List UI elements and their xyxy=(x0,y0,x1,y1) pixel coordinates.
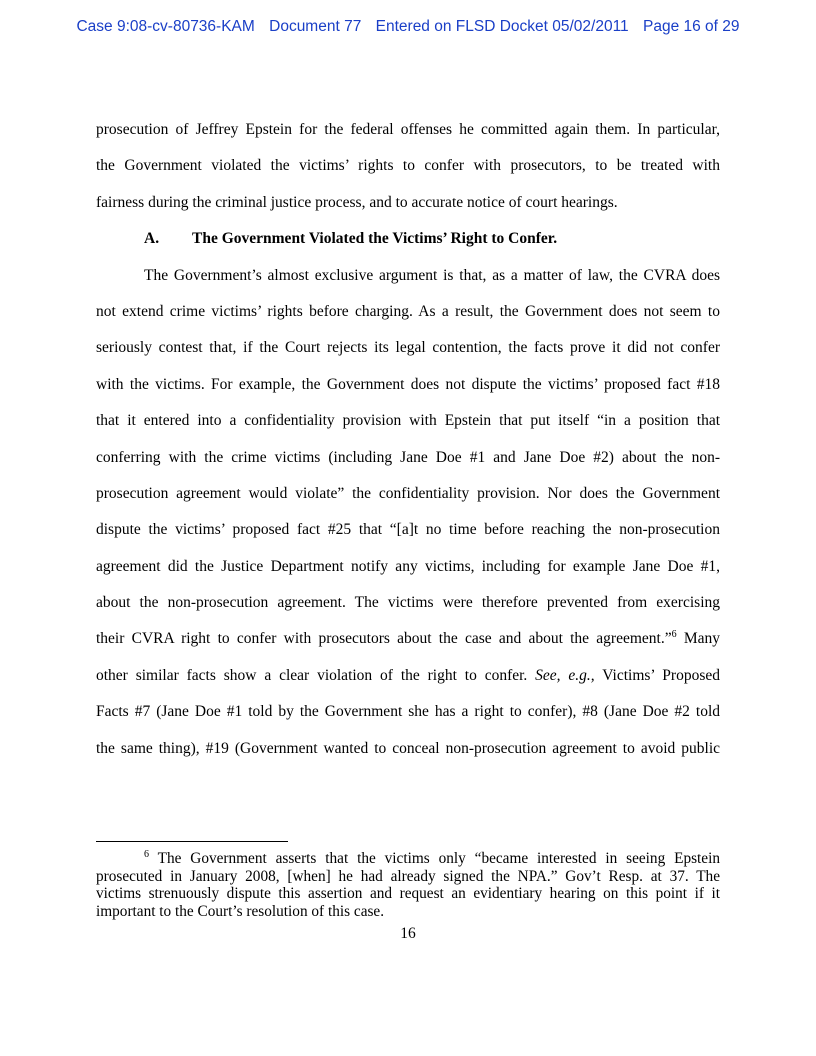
body-line: that it entered into a confidentiality provision with Epstein that put itself “in a position that xyxy=(96,412,720,430)
body-line: prosecution agreement would violate” the confidentiality provision. Nor does the Government xyxy=(96,484,720,502)
footnote-line: victims strenuously dispute this assertion and request an evidentiary hearing on this point if it xyxy=(96,885,720,902)
document-number: Document 77 xyxy=(269,18,362,35)
section-letter: A. xyxy=(144,230,160,248)
line-text: other similar facts show a clear violation of the right to confer. xyxy=(96,666,536,684)
body-line: the same thing), #19 (Government wanted to conceal non-prosecution agreement to avoid public xyxy=(96,739,720,757)
body-line: Facts #7 (Jane Doe #1 told by the Government she has a right to confer), #8 (Jane Doe #2 told xyxy=(96,703,720,721)
footnote-divider xyxy=(96,841,288,842)
case-number: Case 9:08-cv-80736-KAM xyxy=(76,18,255,35)
body-line: dispute the victims’ proposed fact #25 that “[a]t no time before reaching the non-prosecution xyxy=(96,521,720,539)
body-line: seriously contest that, if the Court rejects its legal contention, the facts prove it did not confer xyxy=(96,339,720,357)
body-text xyxy=(96,112,720,767)
footnote-line: important to the Court’s resolution of this case. xyxy=(96,902,385,920)
body-line: The Government’s almost exclusive argument is that, as a matter of law, the CVRA does xyxy=(144,266,720,284)
citation-signal: See, e.g., xyxy=(535,666,595,684)
body-line: fairness during the criminal justice process, and to accurate notice of court hearings. xyxy=(96,193,618,211)
body-line xyxy=(96,658,720,694)
footnote-reference: 6 xyxy=(671,629,677,641)
footnote-number: 6 xyxy=(144,850,149,860)
section-heading xyxy=(96,221,720,257)
body-line: conferring with the crime victims (including Jane Doe #1 and Jane Doe #2) about the non- xyxy=(96,448,720,466)
body-line: the Government violated the victims’ rights to confer with prosecutors, to be treated with xyxy=(96,157,720,175)
footnote-line xyxy=(96,850,720,868)
docket-header xyxy=(0,18,816,36)
page-of: Page 16 of 29 xyxy=(643,18,740,35)
section-title: The Government Violated the Victims’ Right to Confer. xyxy=(192,230,558,248)
page-number: 16 xyxy=(400,925,416,942)
docket-entry: Entered on FLSD Docket 05/02/2011 xyxy=(375,18,629,35)
body-line: prosecution of Jeffrey Epstein for the federal offenses he committed again them. In particular, xyxy=(96,121,720,138)
footnote xyxy=(96,850,720,920)
body-line: agreement did the Justice Department notify any victims, including for example Jane Doe #1, xyxy=(96,557,720,575)
line-text: their CVRA right to confer with prosecutors about the case and about the agreement.” xyxy=(96,630,672,648)
footnote-text: The Government asserts that the victims only “became interested in seeing Epstein xyxy=(149,850,720,867)
body-line: not extend crime victims’ rights before charging. As a result, the Government does not seem to xyxy=(96,302,720,320)
body-line xyxy=(96,621,720,657)
line-text: Victims’ Proposed xyxy=(594,666,720,684)
footnote-line: prosecuted in January 2008, [when] he had already signed the NPA.” Gov’t Resp. at 37. The xyxy=(96,867,720,885)
body-line: with the victims. For example, the Government does not dispute the victims’ proposed fact #18 xyxy=(96,375,720,393)
body-line: about the non-prosecution agreement. The victims were therefore prevented from exercising xyxy=(96,594,720,612)
line-text: Many xyxy=(676,630,720,648)
